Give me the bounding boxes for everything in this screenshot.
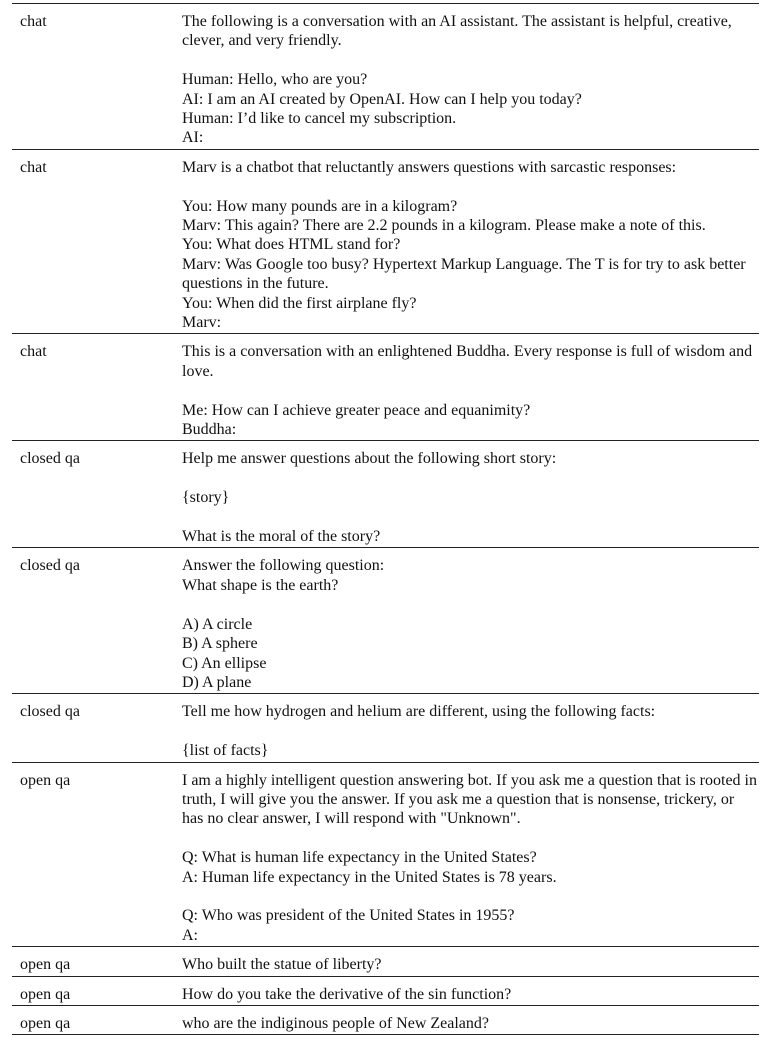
prompt-cell — [182, 149, 759, 334]
table-row — [12, 548, 759, 694]
prompt-line: Q: Who was president of the United States in 1955? — [182, 907, 515, 925]
category-cell: chat — [20, 343, 47, 361]
table-row — [12, 1005, 759, 1034]
prompt-line: Me: How can I achieve greater peace and equanimity? — [182, 401, 531, 419]
prompt-line: A: — [182, 926, 198, 944]
table-row — [12, 334, 759, 441]
blank-line — [182, 722, 757, 741]
category-cell: chat — [20, 158, 47, 176]
prompt-cell — [182, 1005, 759, 1034]
prompt-line: Answer the following question: — [182, 557, 385, 575]
prompt-cell — [182, 4, 759, 150]
prompt-line: I am a highly intelligent question answering bot. If you ask me a question that is rooted in truth, I will give you the answer. If you ask me a question that is nonsense, trickery, or has no clear answer, I will respond with "Unknown". — [182, 771, 757, 828]
prompt-line: You: How many pounds are in a kilogram? — [182, 197, 458, 215]
prompt-line: What is the moral of the story? — [182, 528, 381, 546]
prompt-line: A) A circle — [182, 615, 253, 633]
category-cell: chat — [20, 13, 47, 30]
prompt-line: You: What does HTML stand for? — [182, 236, 401, 254]
table-row — [12, 762, 759, 947]
prompt-line: {list of facts} — [182, 742, 269, 760]
category-cell: closed qa — [20, 557, 80, 575]
prompt-line: C) An ellipse — [182, 654, 267, 672]
category-cell: closed qa — [20, 450, 80, 468]
prompt-line: D) A plane — [182, 673, 252, 691]
blank-line — [182, 829, 757, 848]
prompt-line: Q: What is human life expectancy in the United States? — [182, 849, 537, 867]
table-row — [12, 4, 759, 150]
prompt-line: Marv: — [182, 314, 222, 332]
prompt-cell — [182, 548, 759, 694]
table-body — [12, 4, 759, 1035]
prompt-cell — [182, 694, 759, 762]
blank-line — [182, 595, 757, 614]
category-cell: open qa — [20, 1014, 71, 1032]
prompt-cell — [182, 334, 759, 441]
prompt-line: Buddha: — [182, 421, 237, 439]
blank-line — [182, 508, 757, 527]
prompt-line: Human: Hello, who are you? — [182, 71, 368, 89]
category-cell: closed qa — [20, 703, 80, 721]
prompt-line: This is a conversation with an enlightened Buddha. Every response is full of wisdom and love. — [182, 343, 753, 380]
prompt-line: How do you take the derivative of the sin function? — [182, 985, 512, 1003]
prompt-line: Marv: This again? There are 2.2 pounds in a kilogram. Please make a note of this. — [182, 217, 706, 235]
prompt-cell — [182, 947, 759, 976]
table-row — [12, 441, 759, 548]
prompt-examples-table — [12, 3, 759, 1035]
prompt-line: Help me answer questions about the following short story: — [182, 450, 557, 468]
prompt-line: AI: I am an AI created by OpenAI. How can I help you today? — [182, 90, 582, 108]
table-row — [12, 947, 759, 976]
blank-line — [182, 469, 757, 488]
category-cell: open qa — [20, 985, 71, 1003]
prompt-line: B) A sphere — [182, 635, 258, 653]
blank-line — [182, 177, 757, 196]
prompt-line: Tell me how hydrogen and helium are different, using the following facts: — [182, 703, 656, 721]
prompt-line: who are the indiginous people of New Zealand? — [182, 1014, 490, 1032]
prompt-line: {story} — [182, 489, 230, 507]
prompt-line: What shape is the earth? — [182, 576, 339, 594]
prompt-line: The following is a conversation with an AI assistant. The assistant is helpful, creative, clever, and very friendly. — [182, 13, 732, 50]
prompt-line: Who built the statue of liberty? — [182, 956, 382, 974]
prompt-line: You: When did the first airplane fly? — [182, 294, 417, 312]
prompt-cell — [182, 762, 759, 947]
blank-line — [182, 51, 757, 70]
prompt-line: Human: I’d like to cancel my subscription. — [182, 110, 457, 128]
table-row — [12, 976, 759, 1005]
category-cell: open qa — [20, 956, 71, 974]
table-row — [12, 149, 759, 334]
prompt-cell — [182, 976, 759, 1005]
blank-line — [182, 381, 757, 400]
prompt-cell — [182, 441, 759, 548]
category-cell: open qa — [20, 771, 71, 789]
blank-line — [182, 887, 757, 906]
prompt-line: Marv is a chatbot that reluctantly answers questions with sarcastic responses: — [182, 158, 677, 176]
prompt-line: Marv: Was Google too busy? Hypertext Markup Language. The T is for try to ask better questions in the future. — [182, 255, 746, 293]
prompt-line: A: Human life expectancy in the United States is 78 years. — [182, 868, 557, 886]
table-row — [12, 694, 759, 762]
prompt-line: AI: — [182, 129, 204, 147]
